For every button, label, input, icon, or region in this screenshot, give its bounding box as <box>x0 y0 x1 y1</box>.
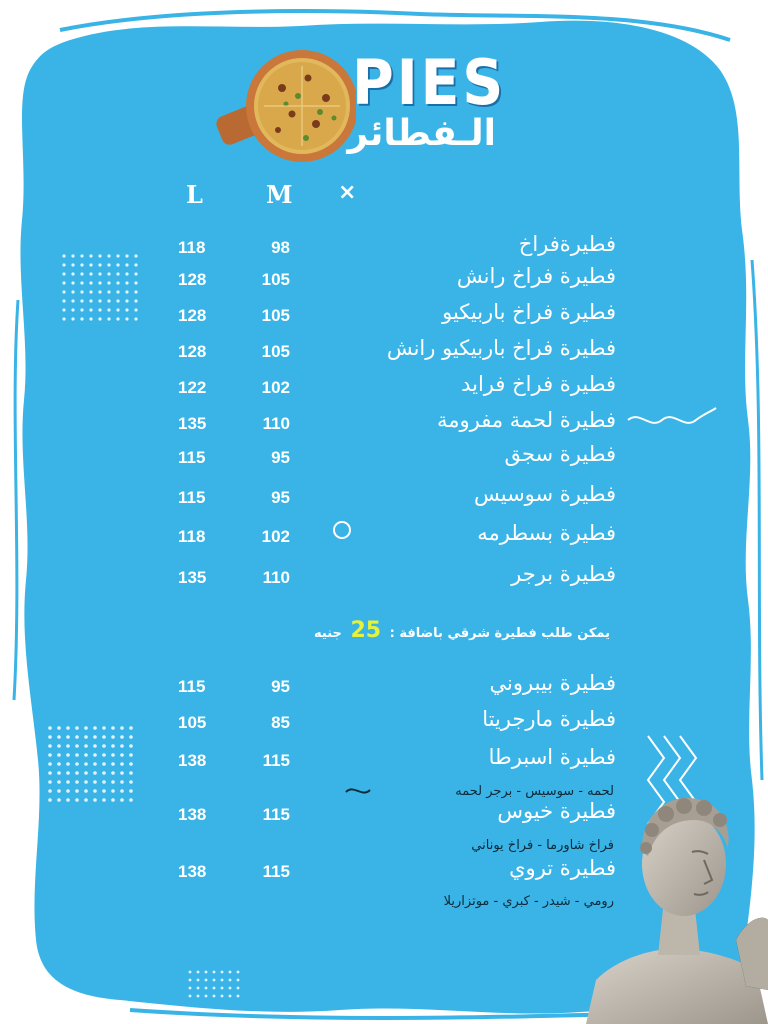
item-name: فطيرة خيوس <box>497 799 616 823</box>
price-medium: 115 <box>262 805 290 824</box>
menu-row <box>0 521 768 567</box>
column-other-header: × <box>338 180 357 205</box>
price-medium: 95 <box>271 488 290 507</box>
note-currency: جنيه <box>314 626 342 641</box>
price-large: 138 <box>178 862 207 881</box>
item-name: فطيرة تروي <box>509 856 616 880</box>
price-large: 118 <box>178 238 206 257</box>
item-name: فطيرة لحمة مفرومة <box>436 408 616 432</box>
item-name: فطيرة مارجريتا <box>482 707 616 731</box>
price-large: 135 <box>178 414 207 433</box>
menu-row <box>0 482 768 528</box>
brand-title-ar: الـفطائر <box>347 113 496 154</box>
menu-row <box>0 562 768 608</box>
menu-row <box>0 264 768 310</box>
price-medium: 115 <box>262 751 290 770</box>
menu-row <box>0 336 768 382</box>
item-name: فطيرة فراخ فرايد <box>461 372 616 396</box>
item-description: لحمه - سوسيس - برجر لحمه <box>455 784 614 799</box>
eastern-pie-note <box>200 618 610 643</box>
item-name: فطيرة سوسيس <box>473 482 616 506</box>
price-large: 128 <box>178 270 207 289</box>
price-medium: 105 <box>261 306 290 325</box>
price-large: 115 <box>178 677 206 696</box>
menu-row <box>0 671 768 717</box>
menu-row <box>0 372 768 418</box>
note-text: يمكن طلب فطيرة شرقي باضافة : <box>389 626 610 641</box>
price-large: 135 <box>178 568 207 587</box>
column-large-header: L <box>186 180 203 209</box>
item-name: فطيرة بسطرمه <box>477 521 616 545</box>
price-large: 105 <box>178 713 207 732</box>
item-name: فطيرة بيبروني <box>489 671 616 695</box>
menu-row <box>0 745 768 791</box>
menu-row <box>0 300 768 346</box>
note-amount: 25 <box>350 618 382 643</box>
price-large: 138 <box>178 751 207 770</box>
price-medium: 110 <box>262 414 290 433</box>
price-medium: 95 <box>271 448 290 467</box>
item-name: فطيرة اسبرطا <box>488 745 616 769</box>
menu-row <box>0 442 768 488</box>
item-description: فراخ شاورما - فراخ يوناني <box>471 838 614 853</box>
menu-row <box>0 707 768 753</box>
item-name: فطيرة برجر <box>511 562 616 586</box>
item-description: رومي - شيدر - كبري - موتزاريلا <box>443 894 614 909</box>
price-medium: 95 <box>271 677 290 696</box>
price-large: 128 <box>178 342 207 361</box>
price-medium: 115 <box>262 862 290 881</box>
price-medium: 85 <box>271 713 290 732</box>
brand-title-en: PIES <box>352 46 507 119</box>
price-medium: 105 <box>261 270 290 289</box>
price-large: 122 <box>178 378 207 397</box>
column-medium-header: M <box>266 180 293 209</box>
item-name: فطيرة فراخ باربيكيو رانش <box>386 336 616 360</box>
statue-image <box>586 790 768 1024</box>
price-medium: 98 <box>271 238 290 257</box>
item-name: فطيرة سجق <box>504 442 616 466</box>
item-name: فطيرةفراخ <box>518 232 616 256</box>
price-medium: 102 <box>261 378 290 397</box>
price-large: 138 <box>178 805 207 824</box>
price-medium: 110 <box>262 568 290 587</box>
price-medium: 102 <box>261 527 290 546</box>
item-name: فطيرة فراخ باربيكيو <box>442 300 616 324</box>
item-name: فطيرة فراخ رانش <box>456 264 616 288</box>
price-large: 115 <box>178 448 206 467</box>
price-large: 128 <box>178 306 207 325</box>
price-medium: 105 <box>261 342 290 361</box>
price-large: 115 <box>178 488 206 507</box>
price-large: 118 <box>178 527 206 546</box>
